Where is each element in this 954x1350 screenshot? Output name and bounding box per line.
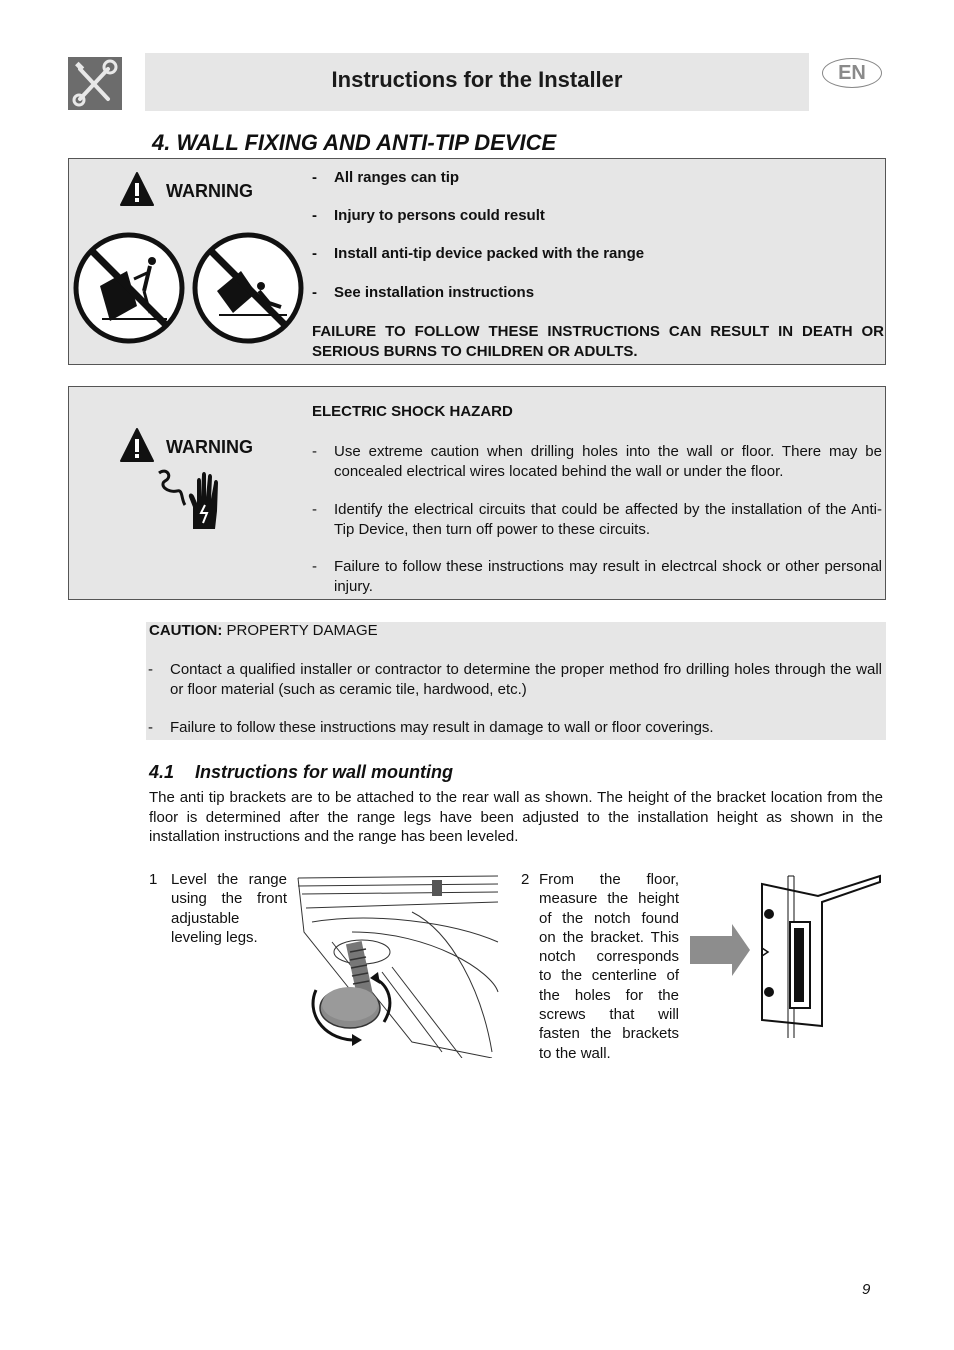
leveling-leg-illustration <box>292 872 502 1058</box>
step-number: 1 <box>149 871 158 888</box>
caution-box <box>146 622 886 740</box>
tool-icon <box>68 57 122 110</box>
subsection-title: 4.1 Instructions for wall mounting <box>149 762 453 782</box>
header-bar <box>145 53 809 111</box>
warning-label: WARNING <box>166 181 253 201</box>
list-item: - Failure to follow these instructions may result in electrcal shock or other personal injury. <box>312 558 882 595</box>
subsection-intro: The anti tip brackets are to be attached to the rear wall as shown. The height of the bracket location from the floor is determined after the range legs have been adjusted to the installation height as shown in the installation instructions and the range has been leveled. <box>149 789 883 845</box>
warning-shock-box <box>68 386 886 600</box>
page-title: Instructions for the Installer <box>331 67 623 92</box>
step-number: 2 <box>521 871 530 888</box>
warning-tip-box: WARNING - All ranges can tip - Injury to persons could result - Install anti-tip device packed with the range - See installation instructions FAILURE TO FOLLOW THESE INSTRUCTIONS CAN RESULT IN DEATH OR SERIOUS BURNS TO CHILDREN OR ADULTS. <box>68 158 886 365</box>
warning-tip-footer: FAILURE TO FOLLOW THESE INSTRUCTIONS CAN RESULT IN DEATH OR SERIOUS BURNS TO CHILDREN OR ADULTS. <box>312 323 884 360</box>
electric-shock-hand-icon <box>155 467 225 533</box>
page-number: 9 <box>862 1281 871 1298</box>
arrow-right-icon <box>690 924 750 976</box>
list-item: - Identify the electrical circuits that could be affected by the installation of the Anti-Tip Device, then turn off power to these circuits. <box>312 501 882 538</box>
step-text: From the floor, measure the height of the notch found on the bracket. This notch corresponds to the centerline of the holes for the screws that will fasten the brackets to the wall. <box>539 871 679 1062</box>
step-text: Level the range using the front adjustable leveling legs. <box>171 871 287 946</box>
section-title: 4. WALL FIXING AND ANTI-TIP DEVICE <box>152 130 557 155</box>
shock-heading: ELECTRIC SHOCK HAZARD <box>312 403 513 420</box>
list-item: - Use extreme caution when drilling holes into the wall or floor. There may be concealed electrical wires located behind the wall or under the floor. <box>312 443 882 480</box>
caution-heading: CAUTION: PROPERTY DAMAGE <box>149 622 378 639</box>
bracket-illustration <box>688 872 884 1038</box>
warning-label: WARNING <box>166 437 253 457</box>
list-item: - Failure to follow these instructions may result in damage to wall or floor coverings. <box>148 719 714 736</box>
warning-triangle-icon <box>119 427 155 463</box>
list-item: - Contact a qualified installer or contractor to determine the proper method fro drilling holes through the wall or floor material (such as ceramic tile, hardwood, etc.) <box>148 661 882 698</box>
no-tip-child-icon <box>191 231 305 345</box>
language-badge: EN <box>822 58 882 88</box>
no-tip-range-icon <box>72 231 186 345</box>
warning-triangle-icon <box>119 171 155 207</box>
